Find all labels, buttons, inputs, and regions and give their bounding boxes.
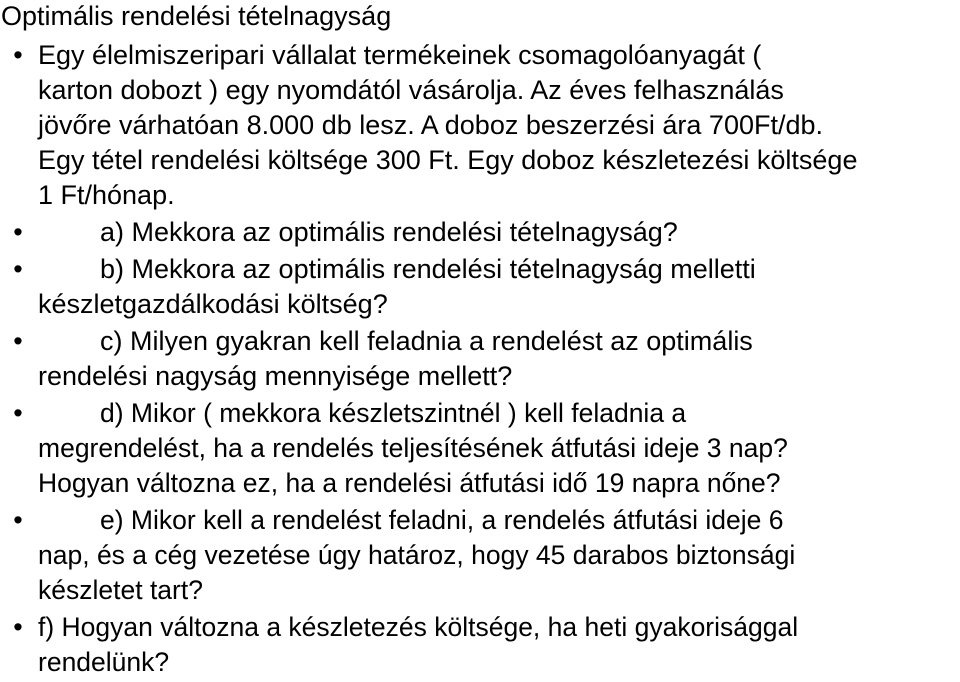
- item-line: megrendelést, ha a rendelés teljesítésének átfutási ideje 3 nap?: [38, 433, 788, 463]
- bullet-dot-icon: •: [13, 326, 23, 356]
- bullet-dot-icon: •: [13, 398, 23, 428]
- item-line: rendelünk?: [38, 647, 170, 677]
- item-line: karton dobozt ) egy nyomdától vásárolja. Az éves felhasználás: [38, 75, 784, 105]
- item-line: Egy tétel rendelési költsége 300 Ft. Egy doboz készletezési költsége: [38, 145, 858, 175]
- item-line: d) Mikor ( mekkora készletszintnél ) kell feladnia a: [100, 398, 687, 428]
- list-item-question-e: [0, 503, 960, 608]
- bullet-list: [0, 38, 960, 682]
- item-line: b) Mekkora az optimális rendelési tételnagyság melletti: [100, 254, 756, 284]
- bullet-dot-icon: •: [13, 217, 23, 247]
- list-item-question-b: [0, 252, 960, 322]
- item-line: rendelési nagyság mennyisége mellett?: [38, 361, 513, 391]
- item-line: Hogyan változna ez, ha a rendelési átfutási idő 19 napra nőne?: [38, 468, 781, 498]
- item-line: nap, és a cég vezetése úgy határoz, hogy 45 darabos biztonsági: [38, 540, 796, 570]
- item-line: f) Hogyan változna a készletezés költsége, ha heti gyakorisággal: [38, 612, 799, 642]
- item-line: Egy élelmiszeripari vállalat termékeinek csomagolóanyagát (: [38, 40, 762, 70]
- item-line: c) Milyen gyakran kell feladnia a rendelést az optimális: [100, 326, 753, 356]
- slide-title: Optimális rendelési tételnagyság: [1, 1, 392, 31]
- bullet-dot-icon: •: [13, 254, 23, 284]
- bullet-dot-icon: •: [13, 612, 23, 642]
- list-item-question-a: [0, 215, 960, 250]
- list-item-problem: [0, 38, 960, 213]
- list-item-question-d: [0, 396, 960, 501]
- item-line: jövőre várhatóan 8.000 db lesz. A doboz beszerzési ára 700Ft/db.: [38, 110, 824, 140]
- item-line: készletgazdálkodási költség?: [38, 289, 388, 319]
- bullet-dot-icon: •: [13, 505, 23, 535]
- list-item-question-c: [0, 324, 960, 394]
- item-line: 1 Ft/hónap.: [38, 180, 175, 210]
- item-line: e) Mikor kell a rendelést feladni, a rendelés átfutási ideje 6: [100, 505, 784, 535]
- bullet-dot-icon: •: [13, 40, 23, 70]
- list-item-question-f: [0, 610, 960, 680]
- item-line: a) Mekkora az optimális rendelési tételnagyság?: [100, 217, 678, 247]
- item-line: készletet tart?: [38, 575, 203, 605]
